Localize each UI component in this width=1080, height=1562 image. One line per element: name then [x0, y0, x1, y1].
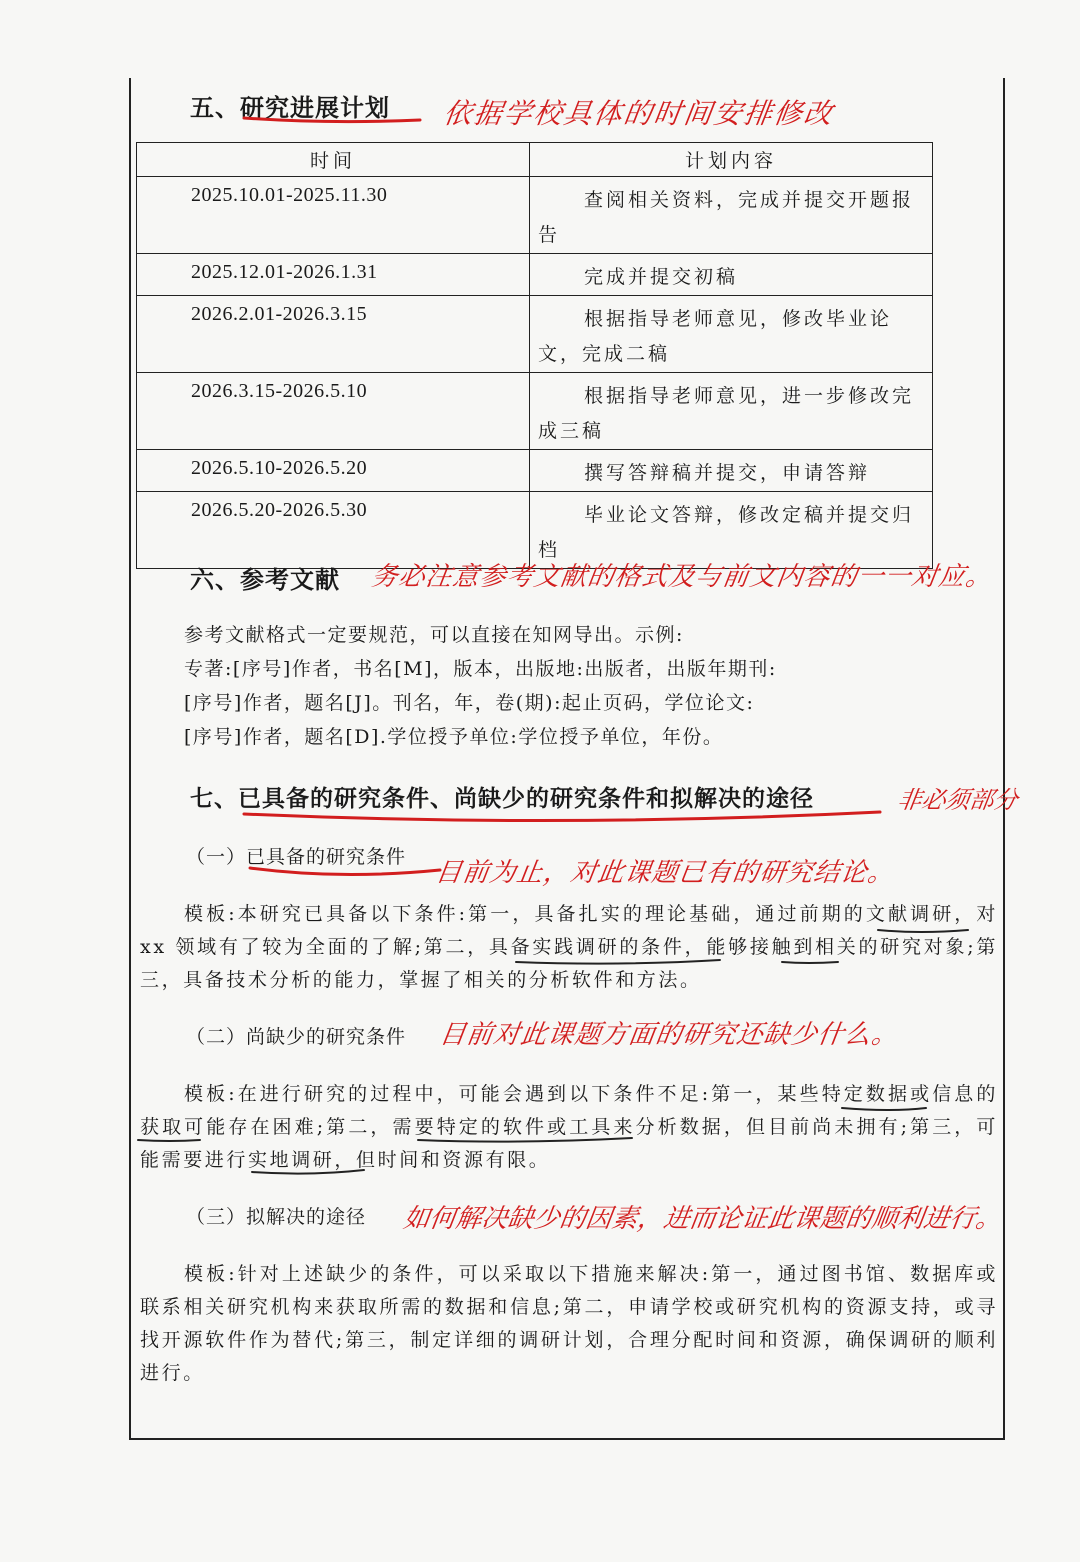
row-time: 2026.5.20-2026.5.30 — [137, 492, 530, 569]
subsection3-text — [140, 1258, 998, 1390]
reference-line: [序号]作者，题名[J]。刊名，年，卷(期):起止页码，学位论文: — [184, 692, 755, 714]
row-time: 2026.2.01-2026.3.15 — [137, 296, 530, 373]
row-time: 2025.12.01-2026.1.31 — [137, 254, 530, 296]
subsection2-paragraph: 模板:在进行研究的过程中，可能会遇到以下条件不足:第一，某些特定数据或信息的获取可能存在困难;第二，需要特定的软件或工具来分析数据，但目前尚未拥有;第三，可能需要进行实地调研，但时间和资源有限。 — [140, 1083, 998, 1171]
reference-line: 专著:[序号]作者，书名[M]，版本，出版地:出版者，出版年期刊: — [184, 658, 777, 680]
subsection2-annotation: 目前对此课题方面的研究还缺少什么。 — [437, 1020, 901, 1050]
schedule-table — [136, 142, 933, 569]
row-time: 2026.3.15-2026.5.10 — [137, 373, 530, 450]
reference-line: 参考文献格式一定要规范，可以直接在知网导出。示例: — [184, 624, 684, 646]
row-plan: 查阅相关资料，完成并提交开题报告 — [530, 177, 933, 254]
row-plan: 完成并提交初稿 — [530, 254, 933, 296]
subsection1-annotation: 目前为止，对此课题已有的研究结论。 — [433, 858, 897, 888]
section5-annotation: 依据学校具体的时间安排修改 — [441, 97, 837, 130]
row-time: 2026.5.10-2026.5.20 — [137, 450, 530, 492]
header-time: 时间 — [137, 143, 530, 177]
table-row — [137, 254, 933, 296]
reference-line: [序号]作者，题名[D].学位授予单位:学位授予单位，年份。 — [184, 726, 724, 748]
table-row — [137, 177, 933, 254]
section5-title: 五、研究进展计划 — [190, 94, 390, 122]
subsection3-annotation: 如何解决缺少的因素，进而论证此课题的顺利进行。 — [401, 1204, 1004, 1234]
subsection3-paragraph: 模板:针对上述缺少的条件，可以采取以下措施来解决:第一，通过图书馆、数据库或联系相关研究机构来获取所需的数据和信息;第二，申请学校或研究机构的资源支持，或寻找开源软件作为替代;第三，制定详细的调研计划，合理分配时间和资源，确保调研的顺利进行。 — [140, 1263, 998, 1384]
table-row — [137, 450, 933, 492]
table-header-row — [137, 143, 933, 177]
subsection1-text — [140, 898, 998, 997]
subsection2-title: （二）尚缺少的研究条件 — [186, 1026, 407, 1048]
table-row — [137, 373, 933, 450]
row-plan: 根据指导老师意见，进一步修改完成三稿 — [530, 373, 933, 450]
section6-annotation: 务必注意参考文献的格式及与前文内容的一一对应。 — [369, 562, 995, 592]
subsection1-title: （一）已具备的研究条件 — [186, 846, 407, 868]
table-row — [137, 296, 933, 373]
row-plan: 根据指导老师意见，修改毕业论文，完成二稿 — [530, 296, 933, 373]
row-time: 2025.10.01-2025.11.30 — [137, 177, 530, 254]
subsection2-text — [140, 1078, 998, 1177]
section7-title: 七、已具备的研究条件、尚缺少的研究条件和拟解决的途径 — [190, 786, 814, 812]
row-plan: 毕业论文答辩，修改定稿并提交归档 — [530, 492, 933, 569]
header-plan: 计划内容 — [530, 143, 933, 177]
subsection1-paragraph: 模板:本研究已具备以下条件:第一，具备扎实的理论基础，通过前期的文献调研，对 xx 领域有了较为全面的了解;第二，具备实践调研的条件，能够接触到相关的研究对象;第三，具备技术分析的能力，掌握了相关的分析软件和方法。 — [140, 903, 998, 991]
reference-format-block — [184, 618, 777, 754]
row-plan: 撰写答辩稿并提交，申请答辩 — [530, 450, 933, 492]
subsection3-title: （三）拟解决的途径 — [186, 1206, 367, 1228]
section7-annotation: 非必须部分 — [895, 786, 1020, 814]
section6-title: 六、参考文献 — [190, 566, 340, 594]
